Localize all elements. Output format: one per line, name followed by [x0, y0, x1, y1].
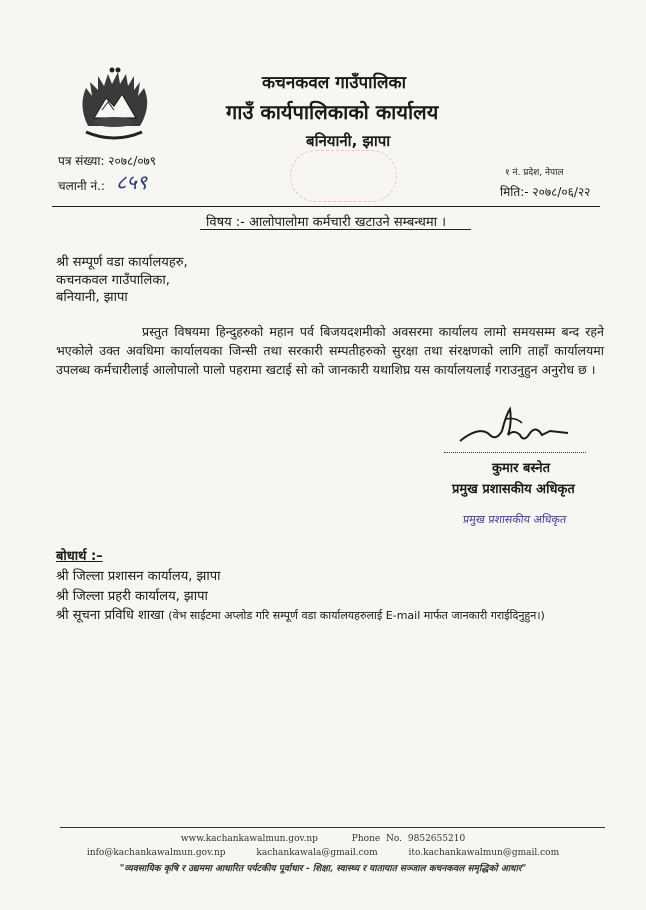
- recipient-line: श्री सम्पूर्ण वडा कार्यालयहरु,: [56, 255, 188, 270]
- cc-item-label: श्री सूचना प्रविधि शाखा: [56, 608, 165, 623]
- dispatch-number: ८५९: [116, 170, 148, 194]
- signatory-name: कुमार बस्नेत: [492, 461, 550, 476]
- official-stamp: प्रमुख प्रशासकीय अधिकृत: [462, 513, 567, 526]
- recipient-line: बनियानी, झापा: [56, 290, 128, 305]
- cc-item: [56, 605, 545, 623]
- footer-website[interactable]: www.kachankawalmun.gov.np: [180, 834, 318, 844]
- footer-emails: [0, 848, 646, 858]
- cc-item-note: (वेभ साईटमा अप्लोड गरि सम्पूर्ण वडा कार्यालयहरुलाई E-mail मार्फत जानकारी गराईदिनुहुन।): [168, 609, 545, 622]
- province-label: १ नं. प्रदेश, नेपाल: [505, 168, 564, 178]
- footer-slogan: "व्यवसायिक कृषि र उद्यममा आधारित पर्यटकीय पूर्वाधार - शिक्षा, स्वास्थ्य र यातायात सञ्जाल कचनकवल समृद्धिको आधार": [119, 864, 527, 874]
- office-address: बनियानी, झापा: [306, 132, 391, 150]
- subject-line: विषय :- आलोपालोमा कर्मचारी खटाउने सम्बन्धमा ।: [206, 215, 447, 230]
- dispatch-label: चलानी नं.:: [58, 179, 105, 193]
- letter-number: पत्र संख्या: २०७८/०७९: [58, 154, 157, 168]
- date-label: मिति:- २०७८/०६/२२: [500, 185, 591, 199]
- signature-line: [444, 452, 586, 453]
- header-divider: [52, 206, 600, 207]
- office-name: कचनकवल गाउँपालिका: [262, 73, 406, 93]
- cc-item: श्री जिल्ला प्रहरी कार्यालय, झापा: [56, 589, 208, 604]
- faint-stamp: [290, 150, 397, 202]
- nepal-emblem-icon: [68, 66, 160, 146]
- letter-body: प्रस्तुत विषयमा हिन्दुहरुको महान पर्व बिजयदशमीको अवसरमा कार्यालय लामो समयसम्म बन्द रहने भएकोले उक्त अवधिमा कार्यालयका जिन्सी तथा सरकारी सम्पतीहरुको सुरक्षा तथा संरक्षणको लागि ताहाँ कार्यालयमा उपलब्ध कर्मचारीलाई आलोपालो पालो पहरामा खटाई सो को जानकारी यथाशिघ्र यस कार्यालयलाई गराउनुहुन अनुरोध छ ।: [56, 324, 604, 377]
- footer-email[interactable]: kachankawala@gmail.com: [256, 848, 378, 858]
- recipient-line: कचनकवल गाउँपालिका,: [56, 273, 170, 288]
- cc-item: श्री जिल्ला प्रशासन कार्यालय, झापा: [56, 569, 221, 584]
- footer-email[interactable]: ito.kachankawalmun@gmail.com: [408, 848, 560, 858]
- handwritten-signature: [450, 405, 580, 455]
- footer-email[interactable]: info@kachankawalmun.gov.np: [86, 848, 226, 858]
- office-title: गाउँ कार्यपालिकाको कार्यालय: [226, 100, 439, 124]
- footer-phone: Phone No. 9852655210: [351, 834, 466, 844]
- footer-divider: [60, 827, 605, 828]
- signatory-title: प्रमुख प्रशासकीय अधिकृत: [452, 482, 575, 497]
- cc-heading: बोधार्थ :–: [56, 549, 103, 564]
- footer-contact: [0, 834, 646, 844]
